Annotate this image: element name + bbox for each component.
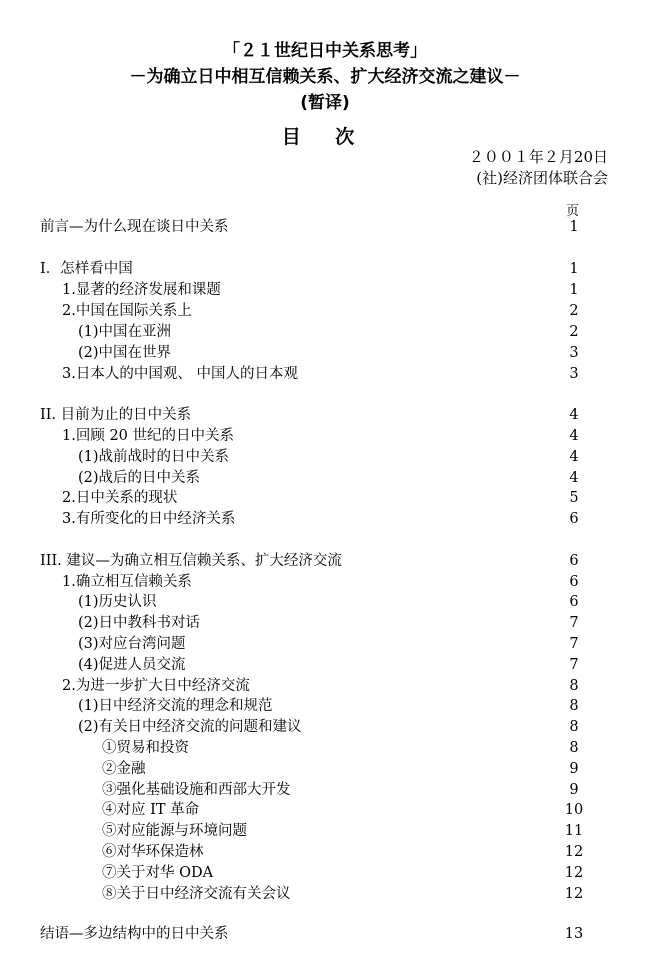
toc-entry-label: Ⅰ．怎样看中国: [40, 261, 133, 277]
toc-entry[interactable]: [0, 426, 650, 446]
toc-entry-label: III. 建议—为确立相互信赖关系、扩大经济交流: [40, 553, 342, 569]
toc-entry[interactable]: [0, 447, 650, 467]
toc-entry[interactable]: [0, 468, 650, 488]
toc-heading: 目 次: [281, 126, 369, 148]
toc-entry[interactable]: [0, 655, 650, 675]
toc-entry-page: 3: [569, 366, 579, 382]
toc-entry-label: ⑧关于日中经济交流有关会议: [102, 886, 291, 902]
toc-entry[interactable]: [0, 676, 650, 696]
toc-entry[interactable]: [0, 821, 650, 841]
toc-entry[interactable]: [0, 280, 650, 300]
toc-entry-page: 1: [569, 261, 579, 277]
toc-entry[interactable]: [0, 301, 650, 321]
toc-entry[interactable]: [0, 634, 650, 654]
toc-entry-page: 4: [569, 428, 579, 444]
toc-entry-label: (3)对应台湾问题: [78, 636, 186, 652]
toc-entry-label: 3.有所变化的日中经济关系: [62, 511, 236, 527]
toc-entry-page: 6: [569, 574, 579, 590]
toc-entry[interactable]: [0, 738, 650, 758]
page-column-heading: 页: [566, 204, 580, 219]
toc-entry-label: ④对应 IT 革命: [102, 802, 200, 818]
toc-entry-label: ②金融: [102, 761, 146, 777]
toc-entry-page: 2: [569, 303, 579, 319]
document-date: ２００１年２月20日: [468, 148, 608, 166]
toc-entry[interactable]: [0, 509, 650, 529]
toc-entry-page: 8: [569, 719, 579, 735]
toc-entry-page: 1: [569, 219, 579, 235]
toc-entry[interactable]: [0, 322, 650, 342]
toc-entry[interactable]: [0, 343, 650, 363]
translation-note: (暂译): [300, 93, 350, 113]
toc-entry-label: 1.显著的经济发展和课题: [62, 282, 221, 298]
toc-entry-page: 6: [569, 553, 579, 569]
toc-entry-page: 7: [569, 615, 579, 631]
toc-entry-page: 11: [564, 823, 584, 839]
toc-entry-label: 3.日本人的中国观、 中国人的日本观: [62, 366, 298, 382]
toc-entry-page: 12: [564, 844, 584, 860]
toc-entry-label: (1)中国在亚洲: [78, 324, 172, 340]
toc-entry-page: 9: [569, 761, 579, 777]
toc-entry-label: 结语—多边结构中的日中关系: [40, 926, 229, 942]
toc-entry-label: (2)战后的日中关系: [78, 470, 201, 486]
toc-entry[interactable]: [0, 592, 650, 612]
toc-entry-page: 4: [569, 470, 579, 486]
toc-entry-label: (2)有关日中经济交流的问题和建议: [78, 719, 302, 735]
organization-name: (社)经济团体联合会: [476, 169, 608, 187]
toc-entry-label: 1.回顾 20 世纪的日中关系: [62, 428, 235, 444]
toc-entry-page: 12: [564, 886, 584, 902]
toc-entry[interactable]: [0, 884, 650, 904]
toc-entry[interactable]: [0, 488, 650, 508]
toc-entry-page: 9: [569, 782, 579, 798]
toc-entry[interactable]: [0, 780, 650, 800]
toc-entry-page: 12: [564, 865, 584, 881]
toc-entry-label: (2)日中教科书对话: [78, 615, 201, 631]
toc-entry-page: 6: [569, 594, 579, 610]
toc-entry-page: 6: [569, 511, 579, 527]
toc-entry-label: ⑥对华环保造林: [102, 844, 204, 860]
toc-entry[interactable]: [0, 217, 650, 237]
toc-entry-page: 13: [564, 926, 584, 942]
toc-entry-page: 4: [569, 407, 579, 423]
toc-entry-label: 2.为进一步扩大日中经济交流: [62, 678, 250, 694]
toc-entry[interactable]: [0, 364, 650, 384]
toc-entry-label: ⑦关于对华 ODA: [102, 865, 214, 881]
toc-entry-page: 10: [564, 802, 584, 818]
toc-entry[interactable]: [0, 551, 650, 571]
toc-entry[interactable]: [0, 696, 650, 716]
toc-entry-page: 7: [569, 636, 579, 652]
toc-entry-label: (1)日中经济交流的理念和规范: [78, 698, 273, 714]
toc-entry-label: ⑤对应能源与环境问题: [102, 823, 247, 839]
toc-entry[interactable]: [0, 405, 650, 425]
toc-entry-label: ③强化基础设施和西部大开发: [102, 782, 291, 798]
toc-entry-label: (2)中国在世界: [78, 345, 172, 361]
toc-entry-label: ①贸易和投资: [102, 740, 189, 756]
toc-entry-label: (1)战前战时的日中关系: [78, 449, 230, 465]
toc-entry-label: 2.日中关系的现状: [62, 490, 178, 506]
toc-entry-page: 7: [569, 657, 579, 673]
toc-entry-label: (1)历史认识: [78, 594, 157, 610]
toc-entry-label: (4)促进人员交流: [78, 657, 186, 673]
toc-entry[interactable]: [0, 259, 650, 279]
toc-entry[interactable]: [0, 924, 650, 944]
toc-entry-page: 1: [569, 282, 579, 298]
toc-entry[interactable]: [0, 717, 650, 737]
toc-entry[interactable]: [0, 842, 650, 862]
toc-entry[interactable]: [0, 863, 650, 883]
document-title: 「２１世纪日中关系思考」: [223, 41, 427, 61]
toc-entry-page: 8: [569, 698, 579, 714]
toc-entry-label: II. 目前为止的日中关系: [40, 407, 192, 423]
toc-entry[interactable]: [0, 759, 650, 779]
toc-entry-page: 2: [569, 324, 579, 340]
document-subtitle: －为确立日中相互信赖关系、扩大经济交流之建议－: [129, 67, 521, 87]
toc-entry[interactable]: [0, 572, 650, 592]
toc-entry-page: 5: [569, 490, 579, 506]
toc-entry-page: 8: [569, 740, 579, 756]
toc-entry-page: 3: [569, 345, 579, 361]
toc-entry-label: 前言—为什么现在谈日中关系: [40, 219, 229, 235]
toc-entry-page: 8: [569, 678, 579, 694]
toc-entry[interactable]: [0, 613, 650, 633]
toc-entry-page: 4: [569, 449, 579, 465]
toc-entry[interactable]: [0, 800, 650, 820]
toc-entry-label: 2.中国在国际关系上: [62, 303, 192, 319]
toc-entry-label: 1.确立相互信赖关系: [62, 574, 192, 590]
